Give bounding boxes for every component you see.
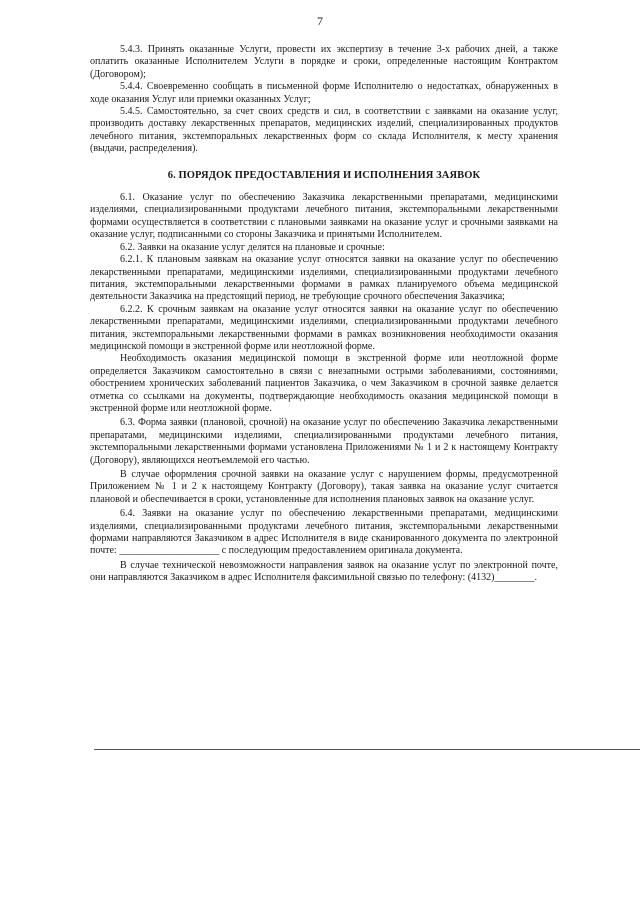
paragraph: 5.4.4. Своевременно сообщать в письменной форме Исполнителю о недостатках, обнаруженных в ходе оказания Услуг или приемки оказанных Услуг; [90,81,558,105]
paragraph: В случае технической невозможности направления заявок на оказание услуг по электронной почте, они направляются Заказчиком в адрес Исполнителя факсимильной связью по телефону: (4132)________. [90,559,558,584]
paragraph: 5.4.3. Принять оказанные Услуги, провести их экспертизу в течение 3-х рабочих дней, а также оплатить оказанные Исполнителем Услуги в порядке и сроки, определенные настоящим Контрактом (Договором); [90,44,558,80]
paragraph: 6.2.1. К плановым заявкам на оказание услуг относятся заявки на оказание услуг по обеспечению лекарственными препаратами, медицинскими изделиями, специализированными продуктами лечебного питания, экстемпоральными лекарственными формами в рамках планируемого объема медицинской деятельности Заказчика на предстоящий период, не требующие срочного обеспечения Заказчика; [90,254,558,303]
paragraph: Необходимость оказания медицинской помощи в экстренной форме или неотложной форме определяется Заказчиком самостоятельно в связи с внезапными острыми заболеваниями, состояниями, обострением хронических заболеваний пациентов Заказчика, о чем Заказчиком в срочной заявке делается отметка со ссылками на документы, подтверждающие необходимость оказания медицинской помощи в экстренной форме или неотложной форме. [90,353,558,414]
page-divider [94,749,640,750]
paragraph: 6.1. Оказание услуг по обеспечению Заказчика лекарственными препаратами, медицинскими изделиями, специализированными продуктами лечебного питания, экстемпоральными лекарственными формами осуществляется в соответствии с плановыми заявками на оказание услуг и срочными заявками на оказание услуг, подписанными со стороны Заказчика и принятыми Исполнителем. [90,192,558,241]
paragraph: 6.2.2. К срочным заявкам на оказание услуг относятся заявки на оказание услуг по обеспечению лекарственными препаратами, медицинскими изделиями, специализированными продуктами лечебного питания, экстемпоральными лекарственными формами в рамках возникновения необходимости оказания медицинской помощи в экстренной форме или неотложной форме. [90,303,558,352]
paragraph: 6.2. Заявки на оказание услуг делятся на плановые и срочные: [120,241,385,253]
paragraph: 5.4.5. Самостоятельно, за счет своих средств и сил, в соответствии с заявками на оказание услуг, производить доставку лекарственных препаратов, медицинских изделий, специализированных продуктов лечебного питания, экстемпоральных лекарственных форм со склада Исполнителя, к месту хранения (выдачи, распределения). [90,106,558,155]
document-body [90,44,558,585]
section-heading: 6. ПОРЯДОК ПРЕДОСТАВЛЕНИЯ И ИСПОЛНЕНИЯ ЗАЯВОК [167,169,481,181]
paragraph: 6.4. Заявки на оказание услуг по обеспечению лекарственными препаратами, медицинскими изделиями, специализированными продуктами лечебного питания, экстемпоральными лекарственными формами направляются Заказчиком в адрес Исполнителя в виде сканированного документа по электронной почте: ____________________ с последующим предоставлением оригинала документа. [90,508,558,557]
paragraph: 6.3. Форма заявки (плановой, срочной) на оказание услуг по обеспечению Заказчика лекарственными препаратами, медицинскими изделиями, специализированными продуктами лечебного питания, экстемпоральными лекарственными формами установлена Приложениями № 1 и 2 к настоящему Контракту (Договору), являющихся неотъемлемой его частью. [90,417,558,466]
paragraph: В случае оформления срочной заявки на оказание услуг с нарушением формы, предусмотренной Приложением № 1 и 2 к настоящему Контракту (Договору), такая заявка на оказание услуг считается плановой и обеспечивается в сроки, установленные для исполнения плановых заявок на оказание услуг. [90,469,558,505]
page-number: 7 [317,14,323,28]
